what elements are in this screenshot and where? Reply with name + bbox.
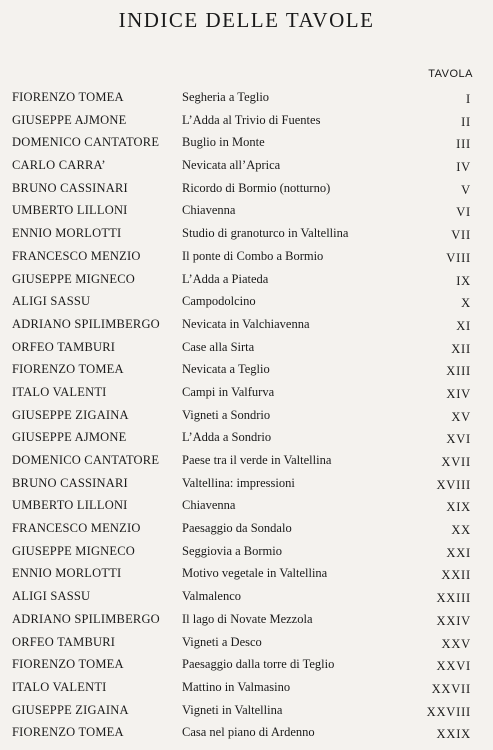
plate-number: VIII	[446, 250, 471, 265]
list-item	[0, 657, 493, 680]
artist-name: ADRIANO SPILIMBERGO	[12, 611, 160, 626]
list-item	[0, 181, 493, 204]
work-title: Valtellina: impressioni	[182, 475, 295, 490]
artist-name: GIUSEPPE MIGNECO	[12, 543, 135, 558]
plate-number: IV	[456, 160, 471, 175]
work-title: Campi in Valfurva	[182, 384, 275, 399]
plate-number: XVI	[446, 432, 471, 447]
list-item	[0, 113, 493, 136]
artist-name: GIUSEPPE AJMONE	[12, 112, 127, 127]
artist-name: ENNIO MORLOTTI	[12, 226, 122, 241]
list-item	[0, 498, 493, 521]
list-item	[0, 408, 493, 431]
artist-name: UMBERTO LILLONI	[12, 203, 128, 218]
plate-number: V	[461, 182, 471, 197]
artist-name: ALIGI SASSU	[12, 294, 91, 309]
work-title: Studio di granoturco in Valtellina	[182, 226, 349, 241]
list-item	[0, 249, 493, 272]
work-title: Motivo vegetale in Valtellina	[182, 566, 328, 581]
artist-name: FIORENZO TOMEA	[12, 657, 124, 672]
list-item	[0, 703, 493, 726]
work-title: Segheria a Teglio	[182, 90, 270, 104]
work-title: Buglio in Monte	[182, 135, 265, 150]
plate-number: II	[461, 114, 471, 129]
artist-name: BRUNO CASSINARI	[12, 180, 128, 195]
plates-index-list	[0, 90, 493, 748]
work-title: Paese tra il verde in Valtellina	[182, 453, 332, 467]
list-item	[0, 226, 493, 249]
list-item	[0, 725, 493, 748]
artist-name: ORFEO TAMBURI	[12, 339, 116, 354]
work-title: Seggiovia a Bormio	[182, 543, 282, 558]
plate-number: XX	[451, 523, 471, 538]
plate-number: VI	[456, 205, 471, 220]
list-item	[0, 635, 493, 658]
work-title: L’Adda a Piateda	[182, 271, 269, 286]
artist-name: GIUSEPPE AJMONE	[12, 430, 127, 445]
artist-name: DOMENICO CANTATORE	[12, 453, 160, 467]
plate-number: XIX	[446, 500, 471, 515]
plate-number: XXVI	[436, 659, 471, 674]
artist-name: UMBERTO LILLONI	[12, 498, 128, 513]
artist-name: ALIGI SASSU	[12, 589, 91, 604]
plate-number: XXIII	[436, 591, 471, 606]
plate-number: XIII	[446, 364, 471, 379]
work-title: Nevicata a Teglio	[182, 362, 270, 377]
list-item	[0, 294, 493, 317]
artist-name: ITALO VALENTI	[12, 679, 107, 694]
list-item	[0, 589, 493, 612]
list-item	[0, 135, 493, 158]
work-title: Il ponte di Combo a Bormio	[182, 248, 324, 263]
plate-number: XV	[451, 409, 471, 424]
artist-name: GIUSEPPE ZIGAINA	[12, 702, 129, 717]
work-title: L’Adda a Sondrio	[182, 430, 272, 445]
artist-name: DOMENICO CANTATORE	[12, 135, 160, 150]
work-title: Il lago di Novate Mezzola	[182, 611, 313, 626]
plate-number: XXVII	[431, 681, 471, 696]
work-title: Case alla Sirta	[182, 339, 255, 354]
artist-name: GIUSEPPE MIGNECO	[12, 271, 135, 286]
artist-name: ADRIANO SPILIMBERGO	[12, 316, 160, 331]
list-item	[0, 158, 493, 181]
list-item	[0, 272, 493, 295]
plate-number: XIV	[446, 386, 471, 401]
list-item	[0, 680, 493, 703]
plate-column-header: TAVOLA	[428, 68, 473, 80]
work-title: Casa nel piano di Ardenno	[182, 725, 315, 740]
work-title: Vigneti a Desco	[182, 634, 262, 649]
work-title: Nevicata all’Aprica	[182, 158, 281, 173]
artist-name: FRANCESCO MENZIO	[12, 248, 141, 263]
list-item	[0, 612, 493, 635]
plate-number: XXVIII	[426, 704, 471, 719]
page-title: INDICE DELLE TAVOLE	[118, 8, 375, 32]
work-title: Vigneti a Sondrio	[182, 407, 271, 422]
plate-number: I	[466, 92, 471, 106]
list-item	[0, 430, 493, 453]
artist-name: BRUNO CASSINARI	[12, 475, 128, 490]
work-title: Campodolcino	[182, 294, 256, 309]
artist-name: CARLO CARRA’	[12, 158, 106, 173]
plate-number: IX	[456, 273, 471, 288]
plate-number: XXIX	[436, 727, 471, 742]
list-item	[0, 453, 493, 476]
list-item	[0, 544, 493, 567]
plate-number: III	[456, 137, 471, 152]
artist-name: FIORENZO TOMEA	[12, 362, 124, 377]
plate-number: XII	[451, 341, 471, 356]
list-item	[0, 566, 493, 589]
list-item	[0, 90, 493, 113]
artist-name: ITALO VALENTI	[12, 384, 107, 399]
work-title: Chiavenna	[182, 203, 236, 218]
plate-number: XXV	[441, 636, 471, 651]
list-item	[0, 476, 493, 499]
list-item	[0, 317, 493, 340]
plate-number: VII	[451, 228, 471, 243]
list-item	[0, 203, 493, 226]
plate-number: XI	[456, 318, 471, 333]
work-title: Paesaggio dalla torre di Teglio	[182, 657, 335, 672]
list-item	[0, 385, 493, 408]
list-item	[0, 340, 493, 363]
artist-name: GIUSEPPE ZIGAINA	[12, 407, 129, 422]
work-title: Ricordo di Bormio (notturno)	[182, 180, 331, 195]
work-title: Nevicata in Valchiavenna	[182, 316, 310, 331]
artist-name: FIORENZO TOMEA	[12, 725, 124, 740]
plate-number: XVIII	[436, 477, 471, 492]
work-title: Chiavenna	[182, 498, 236, 513]
plate-number: X	[461, 296, 471, 311]
list-item	[0, 362, 493, 385]
work-title: Vigneti in Valtellina	[182, 702, 283, 717]
artist-name: FIORENZO TOMEA	[12, 90, 124, 104]
plate-number: XXIV	[436, 613, 471, 628]
artist-name: ENNIO MORLOTTI	[12, 566, 122, 581]
artist-name: ORFEO TAMBURI	[12, 634, 116, 649]
plate-number: XXI	[446, 545, 471, 560]
work-title: Paesaggio da Sondalo	[182, 521, 292, 536]
work-title: L’Adda al Trivio di Fuentes	[182, 112, 321, 127]
artist-name: FRANCESCO MENZIO	[12, 521, 141, 536]
list-item	[0, 521, 493, 544]
plate-number: XVII	[441, 455, 471, 469]
plate-number: XXII	[441, 568, 471, 583]
work-title: Mattino in Valmasino	[182, 679, 291, 694]
work-title: Valmalenco	[182, 589, 242, 604]
